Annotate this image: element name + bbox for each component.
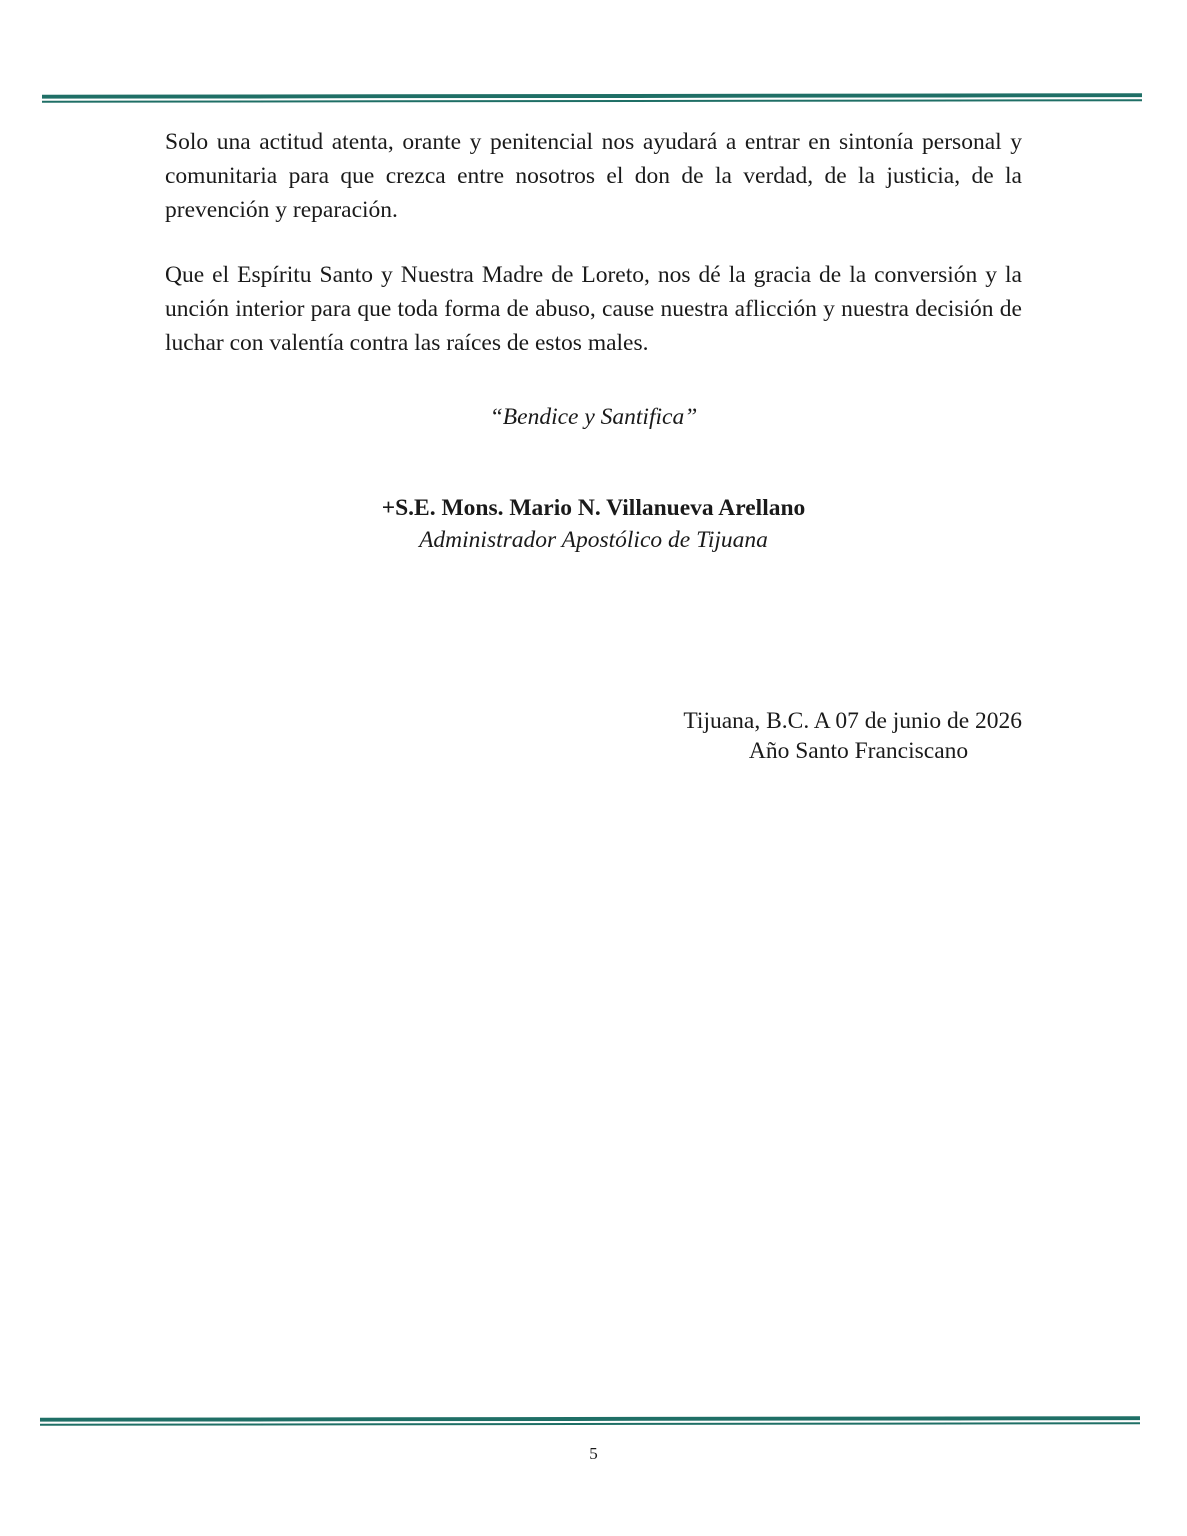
page-number: 5 (589, 1444, 598, 1463)
signature-block (165, 491, 1022, 555)
signer-name: +S.E. Mons. Mario N. Villanueva Arellano (381, 495, 806, 521)
place-and-date: Tijuana, B.C. A 07 de junio de 2026 (683, 708, 1022, 734)
body-paragraph: Solo una actitud atenta, orante y penitencial nos ayudará a entrar en sintonía personal y comunitaria para que crezca entre nosotros el don de la verdad, de la justicia, de la prevención y reparación. (165, 129, 1022, 223)
signer-title: Administrador Apostólico de Tijuana (419, 527, 768, 553)
motto: “Bendice y Santifica” (489, 404, 698, 430)
footer-rule (40, 1416, 1140, 1426)
dateline (640, 706, 1022, 766)
header-rule (42, 93, 1142, 103)
letter-body (165, 125, 1022, 360)
year-name: Año Santo Franciscano (748, 738, 969, 764)
body-paragraph: Que el Espíritu Santo y Nuestra Madre de Loreto, nos dé la gracia de la conversión y la unción interior para que toda forma de abuso, cause nuestra aflicción y nuestra decisión de luchar con valentía contra las raíces de estos males. (165, 262, 1022, 356)
